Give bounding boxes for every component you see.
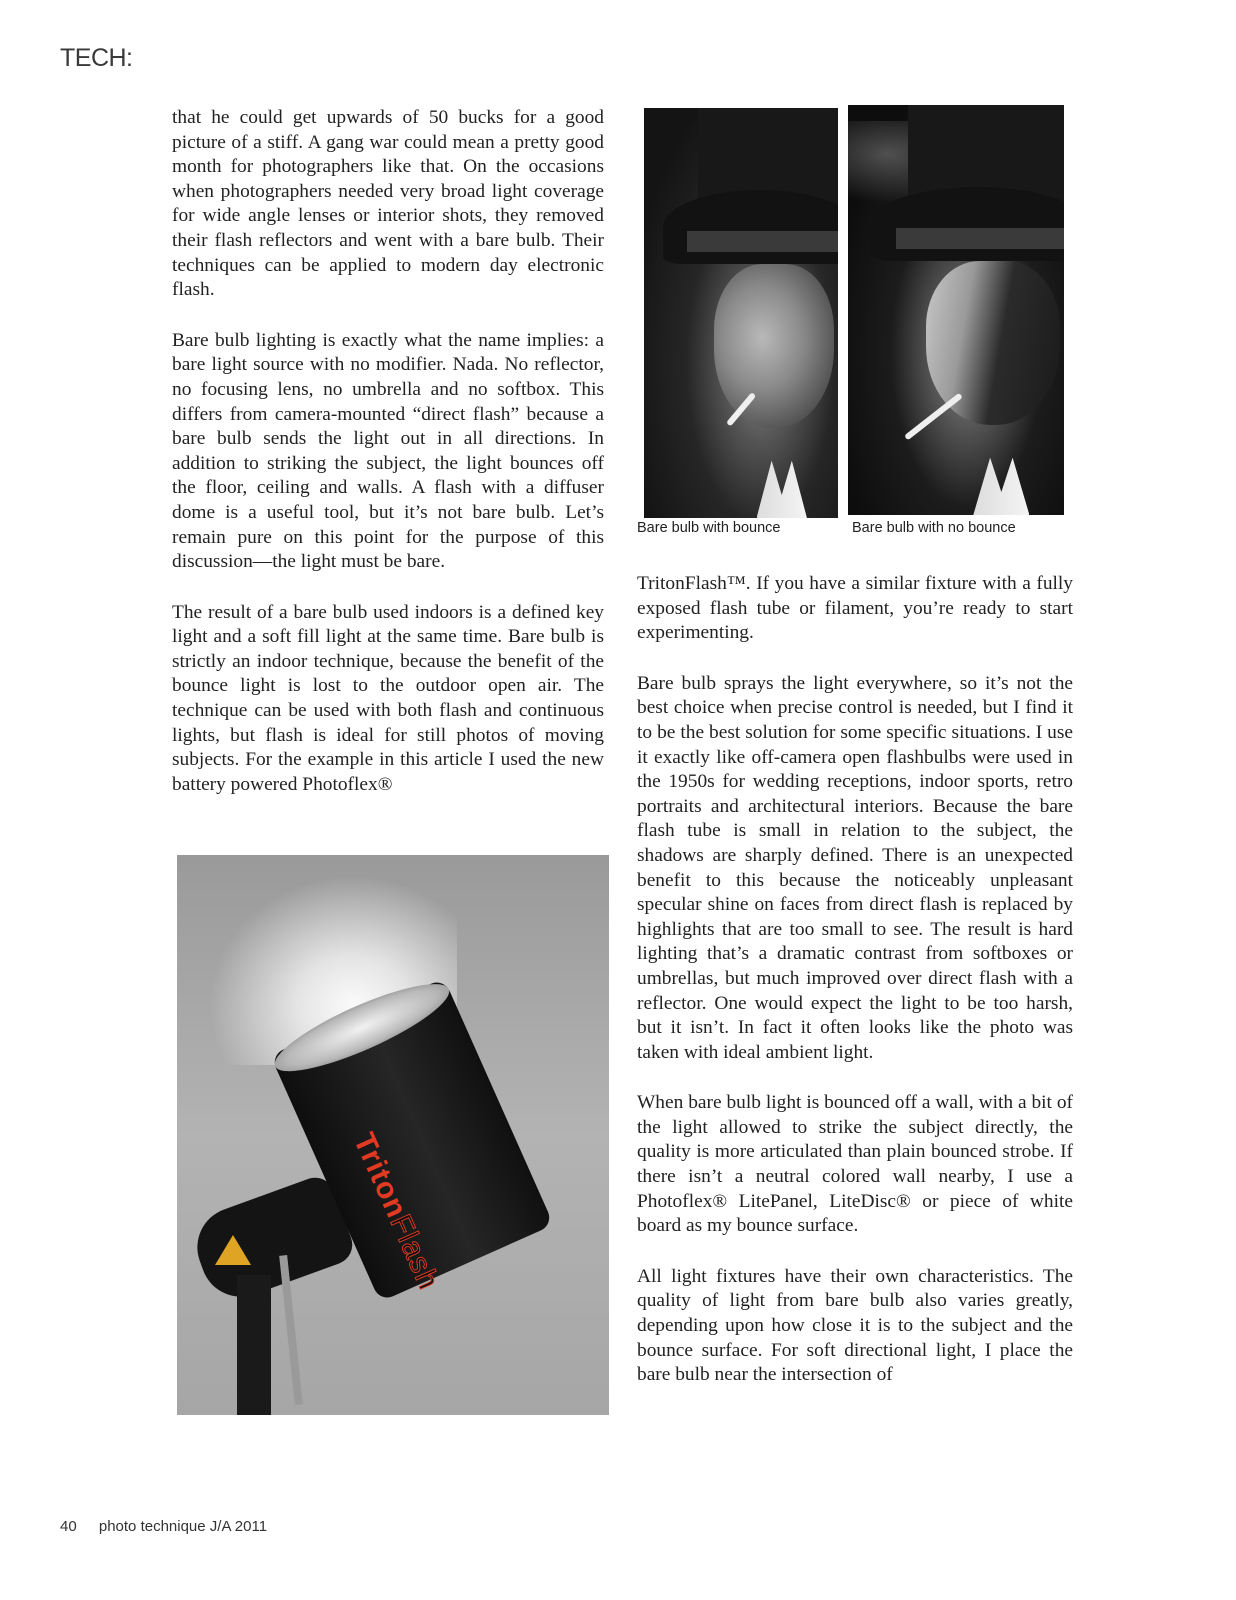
- page-number: 40: [60, 1518, 77, 1535]
- portrait-comparison-figure: [644, 105, 1064, 520]
- body-paragraph: All light fixtures have their own characteristics. The quality of light from bare bulb also varies greatly, depending upon how close it is to the subject and the bounce surface. For soft directional light, I place the bare bulb near the intersection of: [637, 1265, 1073, 1386]
- photoflex-logo-icon: [215, 1235, 251, 1265]
- brand-word-flash: Flash: [383, 1209, 446, 1295]
- light-stand-pole: [237, 1275, 271, 1415]
- section-label: TECH:: [60, 44, 133, 72]
- collar-shape: [757, 461, 807, 518]
- cigarette-shape: [904, 393, 963, 441]
- hat-brim-shape: [663, 190, 838, 264]
- face-shape: [714, 264, 834, 428]
- body-paragraph: Bare bulb sprays the light everywhere, so it’s not the best choice when precise control is needed, but I find it to be the best solution for some specific situations. I use it exactly like off-camera open flashbulbs were used in the 1950s for wedding receptions, indoor sports, retro portraits and architectural interiors. Because the bare flash tube is small in relation to the subject, the shadows are sharply defined. There is an unexpected benefit to this because the noticeably unpleasant specular shine on faces from direct flash is replaced by highlights that are too small to see. The result is hard lighting that’s a dramatic contrast from softboxes or umbrellas, but much improved over direct flash with a reflector. One would expect the light to be too harsh, but it isn’t. In fact it often looks like the photo was taken with ideal ambient light.: [637, 672, 1073, 1063]
- portrait-photo-no-bounce: [848, 105, 1064, 515]
- face-shape: [926, 261, 1060, 425]
- figure-caption: Bare bulb with bounce: [637, 520, 781, 536]
- publication-name: photo technique J/A 2011: [98, 1518, 268, 1535]
- figure-caption: Bare bulb with no bounce: [852, 520, 1016, 536]
- tritonflash-product-photo: [177, 855, 609, 1415]
- body-paragraph: that he could get upwards of 50 bucks for a good picture of a stiff. A gang war could mean a pretty good month for photographers like that. On the occasions when photographers needed very broad light coverage for wide angle lenses or interior shots, they removed their flash reflectors and went with a bare bulb. Their techniques can be applied to modern day electronic flash.: [172, 107, 604, 301]
- page-footer: [60, 1518, 267, 1535]
- body-paragraph: When bare bulb light is bounced off a wall, with a bit of the light allowed to strike the subject directly, the quality is more articulated than plain bounced strobe. If there isn’t a neutral colored wall nearby, I use a Photoflex® LitePanel, LiteDisc® or piece of white board as my bounce surface.: [637, 1092, 1073, 1237]
- body-paragraph: Bare bulb lighting is exactly what the name implies: a bare light source with no modifier. Nada. No reflector, no focusing lens, no umbrella and no softbox. This differs from camera-mounted “direct flash” because a bare bulb sends the light out in all directions. In addition to striking the subject, the light bounces off the floor, ceiling and walls. A flash with a diffuser dome is a useful tool, but it’s not bare bulb. Let’s remain pure on this point for the purpose of this discussion—the light must be bare.: [172, 329, 604, 573]
- brand-word-triton: Triton: [347, 1128, 414, 1224]
- hatband-shape: [687, 231, 838, 252]
- hat-brim-shape: [870, 187, 1064, 261]
- right-column: [637, 572, 1073, 1414]
- body-paragraph: The result of a bare bulb used indoors is a defined key light and a soft fill light at the same time. Bare bulb is strictly an indoor technique, because the benefit of the bounce light is lost to the outdoor open air. The technique can be used with both flash and continuous lights, but flash is ideal for still photos of moving subjects. For the example in this article I used the new battery powered Photoflex®: [172, 601, 604, 795]
- hatband-shape: [896, 228, 1064, 249]
- product-brand-label: [346, 1128, 445, 1295]
- portrait-photo-with-bounce: [644, 108, 838, 518]
- collar-shape: [973, 458, 1029, 515]
- body-paragraph: TritonFlash™. If you have a similar fixture with a fully exposed flash tube or filament, you’re ready to start experimenting.: [637, 573, 1073, 644]
- left-column: [172, 106, 604, 823]
